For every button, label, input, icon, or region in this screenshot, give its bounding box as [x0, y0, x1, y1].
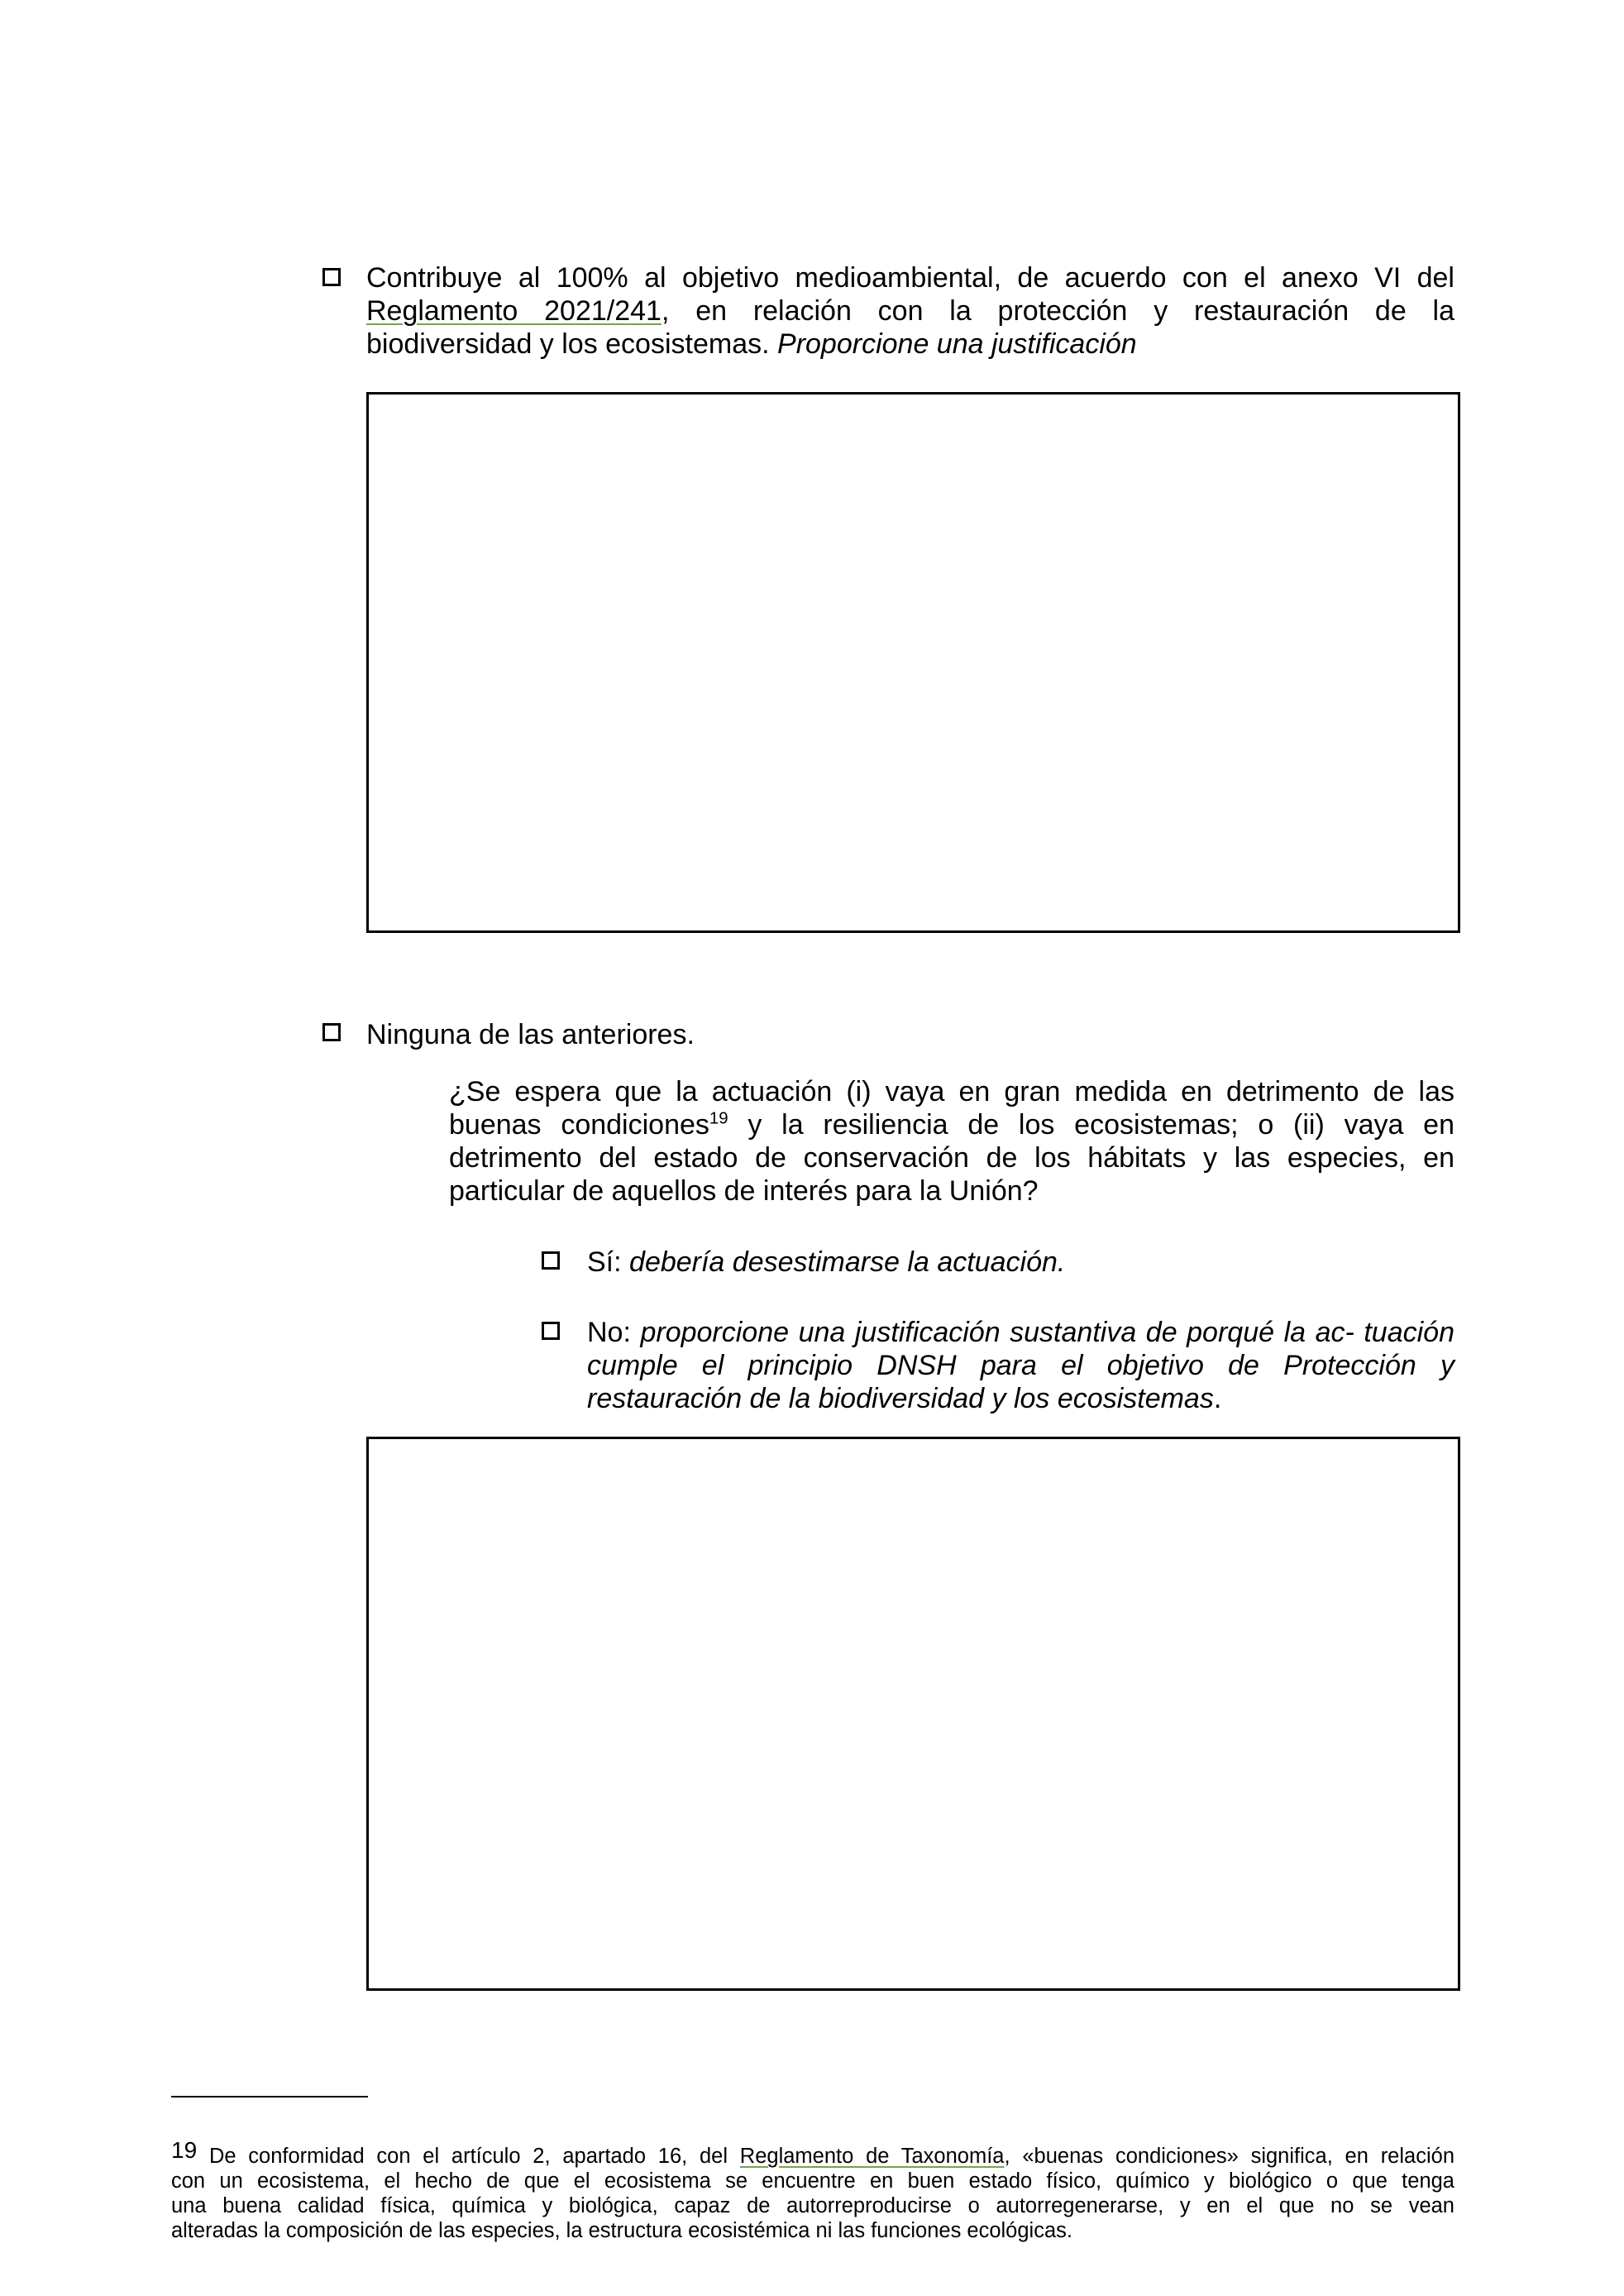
footnote-line1b: , «buenas condiciones» significa, en relación: [1004, 2145, 1454, 2168]
option-contributes-line1: Contribuye al 100% al objetivo medioambiental, de acuerdo con el anexo VI del: [366, 262, 1454, 294]
option-contributes-text: [366, 261, 1454, 361]
taxonomy-link[interactable]: Reglamento de Taxonomía: [739, 2145, 1005, 2168]
answer-yes-text: [587, 1246, 1065, 1279]
option-none-label: Ninguna de las anteriores.: [366, 1019, 695, 1050]
footnote-number: 19: [171, 2137, 198, 2163]
question-line3: detrimento del estado de conservación de los hábitats y las especies, en: [449, 1142, 1454, 1174]
answer-yes-italic: debería desestimarse la actuación.: [629, 1246, 1066, 1278]
answer-no-end: .: [1213, 1383, 1222, 1414]
option-contributes-line3: biodiversidad y los ecosistemas.: [366, 328, 778, 360]
answer-no-line3: restauración de la biodiversidad y los ecosistemas: [587, 1383, 1214, 1414]
footnote-line2: con un ecosistema, el hecho de que el ecosistema se encuentre en buen estado físico, químico y biológico o que tenga: [171, 2169, 1454, 2193]
footnote-ref[interactable]: 19: [709, 1109, 728, 1128]
answer-yes-label: Sí:: [587, 1246, 630, 1278]
answer-no-line1: proporcione una justificación sustantiva de porqué la ac- tuación: [640, 1317, 1454, 1348]
question-line1: ¿Se espera que la actuación (i) vaya en gran medida en detrimento de las: [449, 1076, 1454, 1107]
checkbox-yes[interactable]: [542, 1251, 560, 1270]
answer-no-line2: cumple el principio DNSH para el objetivo de Protección y: [587, 1350, 1454, 1381]
justification-textbox-1[interactable]: [366, 392, 1460, 933]
justification-textbox-2[interactable]: [366, 1437, 1460, 1991]
justification-prompt: Proporcione una justificación: [777, 328, 1137, 360]
checkbox-contributes[interactable]: [322, 268, 341, 286]
checkbox-none[interactable]: [322, 1023, 341, 1041]
regulation-link[interactable]: Reglamento 2021/241: [366, 295, 662, 327]
footnote: [171, 2137, 1454, 2243]
checkbox-no[interactable]: [542, 1322, 560, 1340]
answer-no-text: [587, 1316, 1454, 1415]
footnote-separator: [171, 2096, 368, 2097]
footnote-line1a: De conformidad con el artículo 2, apartado 16, del: [208, 2145, 740, 2168]
question-line2a: buenas condiciones: [449, 1109, 709, 1141]
footnote-line3: una buena calidad física, química y biológica, capaz de autorreproducirse o autorregenerarse, y en el que no se vean: [171, 2194, 1454, 2217]
question-line2b: y la resiliencia de los ecosistemas; o (ii) vaya en: [728, 1109, 1454, 1141]
answer-no-label: No:: [587, 1317, 641, 1348]
footnote-line4: alteradas la composición de las especies, la estructura ecosistémica ni las funciones ecológicas.: [171, 2219, 1072, 2242]
question-text: [449, 1075, 1454, 1208]
option-contributes-line2: , en relación con la protección y restauración de la: [661, 295, 1454, 327]
question-line4: particular de aquellos de interés para la Unión?: [449, 1175, 1039, 1207]
